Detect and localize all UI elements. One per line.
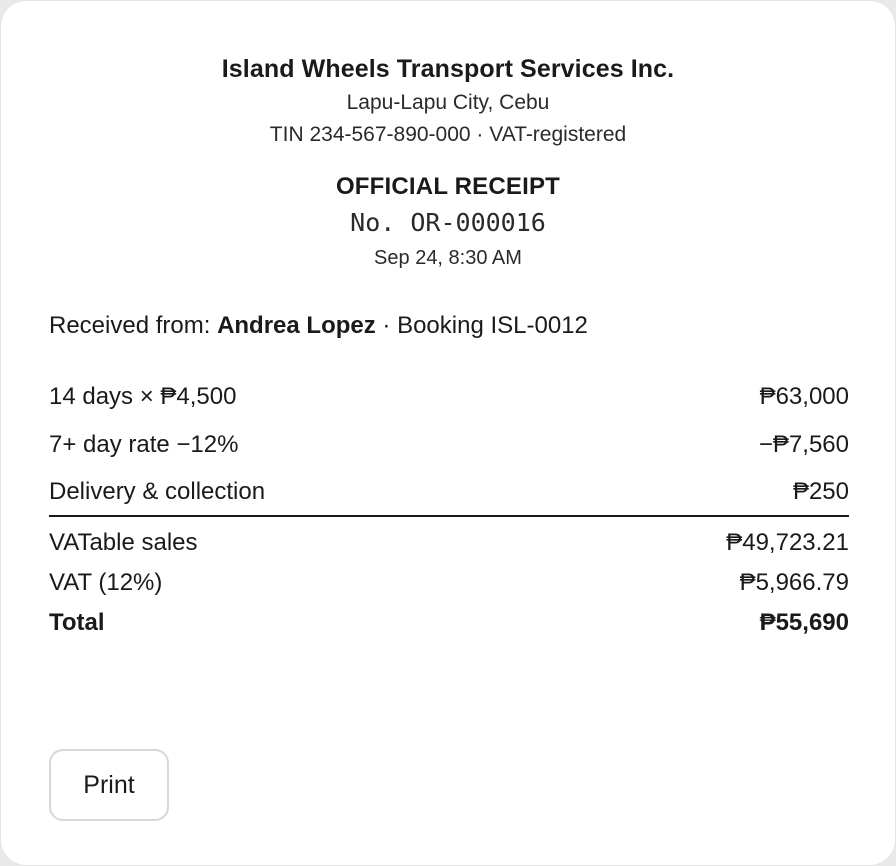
- line-item-label: Delivery & collection: [49, 478, 266, 505]
- line-item-amount: −₱7,560: [758, 431, 849, 458]
- received-from-label: Received from:: [49, 312, 218, 339]
- vatable-sales-label: VATable sales: [49, 529, 198, 556]
- vatable-sales-amount: ₱49,723.21: [726, 529, 849, 556]
- vat-amount: ₱5,966.79: [739, 569, 849, 596]
- line-items: [49, 373, 849, 517]
- total-label: Total: [49, 609, 105, 636]
- line-item: [49, 469, 849, 517]
- print-button[interactable]: Print: [49, 749, 169, 821]
- company-tin: TIN 234-567-890-000 · VAT-registered: [269, 123, 627, 146]
- received-from: [49, 309, 588, 343]
- vatable-sales-row: [49, 523, 849, 563]
- company-address: Lapu-Lapu City, Cebu: [346, 91, 550, 114]
- company-name: Island Wheels Transport Services Inc.: [221, 55, 675, 83]
- totals-section: [49, 523, 849, 643]
- line-item: [49, 373, 849, 421]
- vat-label: VAT (12%): [49, 569, 163, 596]
- line-item: [49, 421, 849, 469]
- receipt-date: Sep 24, 8:30 AM: [374, 247, 522, 269]
- customer-name: Andrea Lopez: [217, 312, 376, 339]
- booking-reference: · Booking ISL-0012: [375, 312, 588, 339]
- line-item-amount: ₱250: [792, 478, 849, 505]
- total-amount: ₱55,690: [759, 609, 849, 636]
- receipt-number: No. OR-000016: [350, 208, 546, 237]
- receipt-header: [1, 51, 895, 273]
- vat-row: [49, 563, 849, 603]
- receipt-title: OFFICIAL RECEIPT: [335, 173, 561, 200]
- total-row: [49, 603, 849, 643]
- line-item-amount: ₱63,000: [759, 383, 849, 410]
- line-item-label: 7+ day rate −12%: [49, 431, 239, 458]
- line-item-label: 14 days × ₱4,500: [49, 383, 237, 410]
